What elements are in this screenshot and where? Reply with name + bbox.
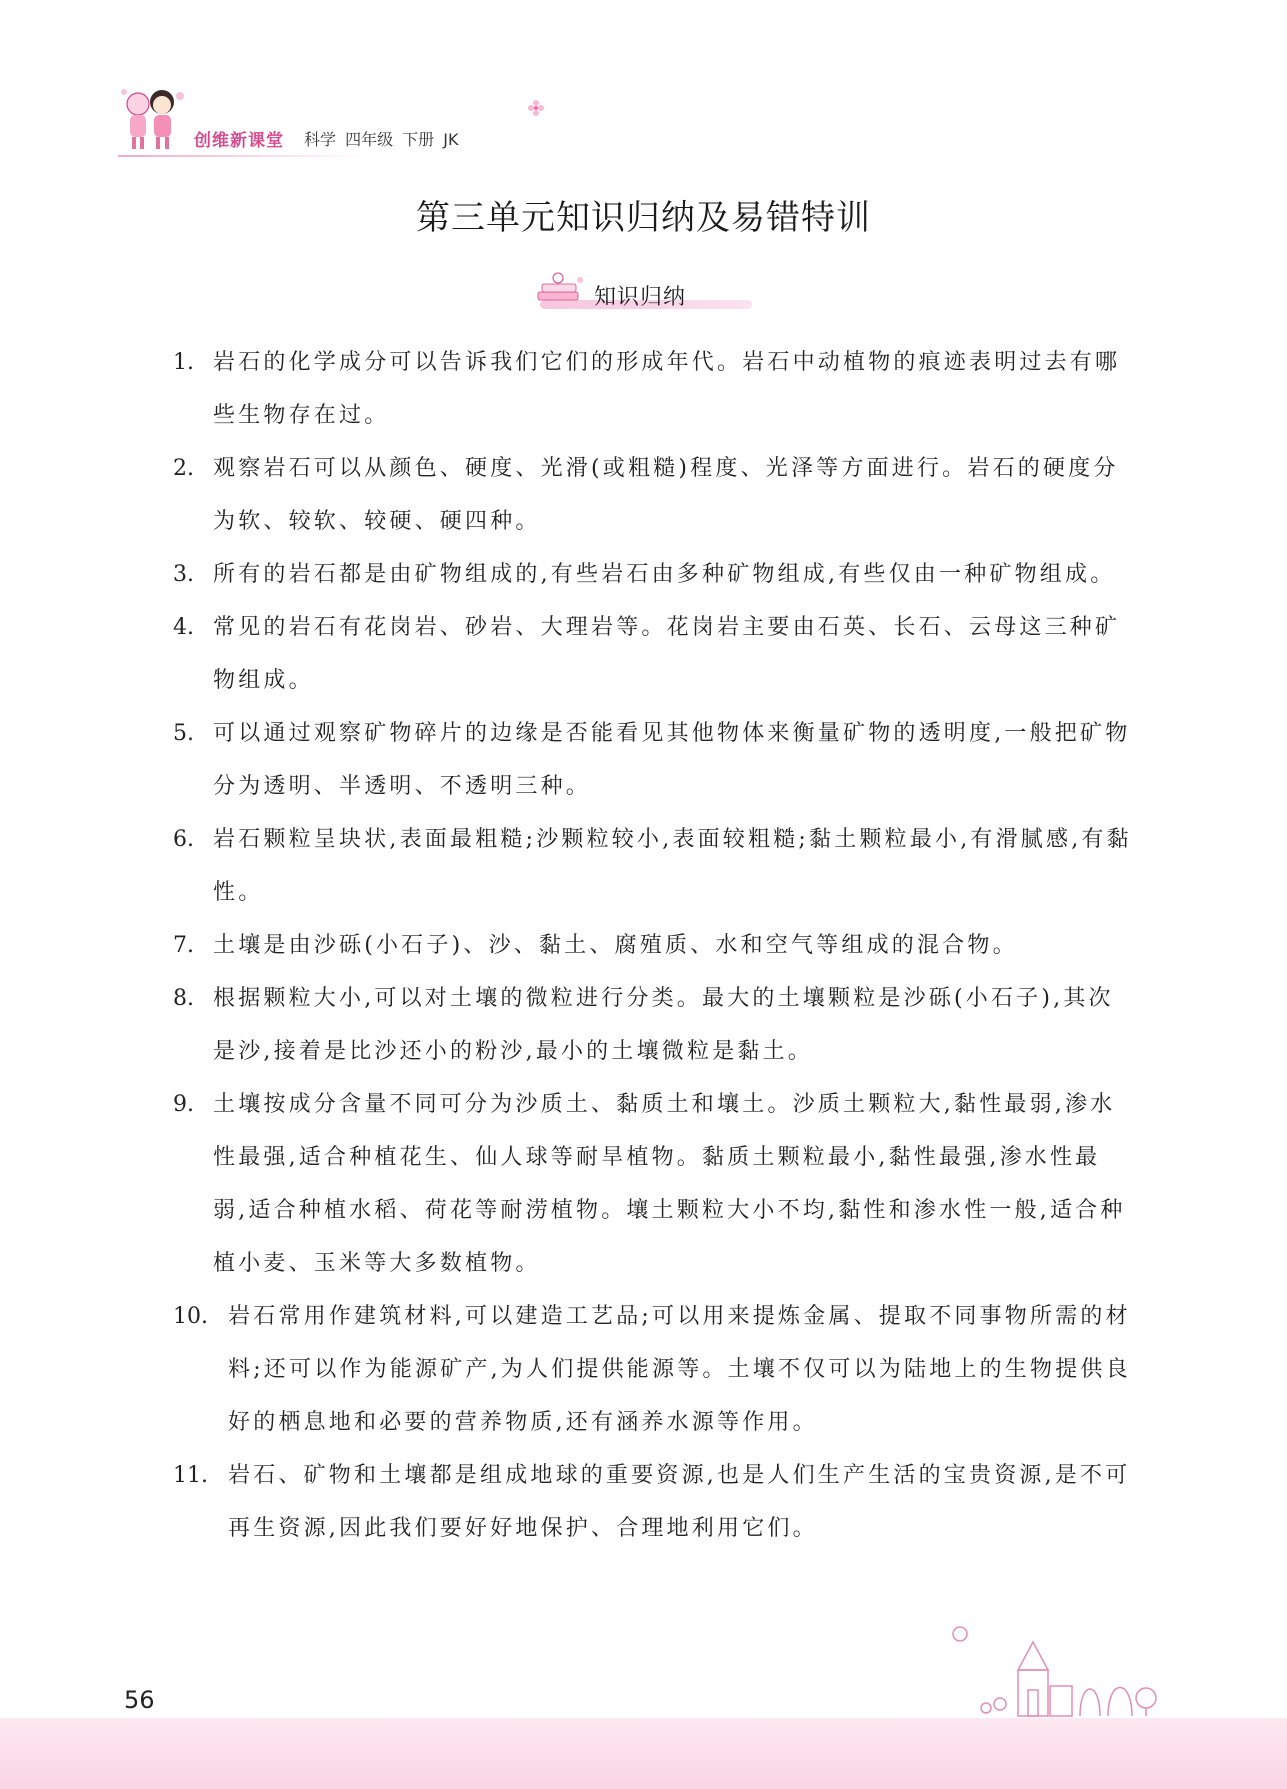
item-number: 2. (173, 456, 194, 481)
header-divider (118, 155, 368, 157)
item-number: 9. (173, 1092, 194, 1117)
item-text: 所有的岩石都是由矿物组成的,有些岩石由多种矿物组成,有些仅由一种矿物组成。 (213, 562, 1116, 587)
item-number: 8. (173, 986, 194, 1011)
page-header (118, 82, 618, 154)
footer-band (0, 1718, 1287, 1789)
item-text: 土壤是由沙砾(小石子)、沙、黏土、腐殖质、水和空气等组成的混合物。 (213, 933, 1018, 958)
item-number: 5. (173, 721, 194, 746)
list-item (173, 1290, 1133, 1449)
list-item (173, 442, 1133, 548)
item-text: 根据颗粒大小,可以对土壤的微粒进行分类。最大的土壤颗粒是沙砾(小石子),其次是沙,接着是比沙还小的粉沙,最小的土壤微粒是黏土。 (213, 986, 1114, 1064)
list-item (173, 548, 1133, 601)
item-number: 6. (173, 827, 194, 852)
list-item (173, 601, 1133, 707)
item-number: 3. (173, 562, 194, 587)
page-title: 第三单元知识归纳及易错特训 (416, 198, 871, 238)
item-text: 岩石常用作建筑材料,可以建造工艺品;可以用来提炼金属、提取不同事物所需的材料;还可以作为能源矿产,为人们提供能源等。土壤不仅可以为陆地上的生物提供良好的栖息地和必要的营养物质,还有涵养水源等作用。 (228, 1304, 1131, 1435)
knowledge-list (173, 336, 1133, 1555)
list-item (173, 813, 1133, 919)
item-text: 岩石颗粒呈块状,表面最粗糙;沙颗粒较小,表面较粗糙;黏土颗粒最小,有滑腻感,有黏性。 (213, 827, 1132, 905)
books-icon (532, 270, 602, 316)
item-text: 观察岩石可以从颜色、硬度、光滑(或粗糙)程度、光泽等方面进行。岩石的硬度分为软、较软、较硬、硬四种。 (213, 456, 1119, 534)
list-item (173, 336, 1133, 442)
castle-illustration-icon (940, 1620, 1180, 1720)
item-number: 10. (173, 1304, 208, 1329)
kids-illustration-icon (118, 82, 196, 154)
item-text: 常见的岩石有花岗岩、砂岩、大理岩等。花岗岩主要由石英、长石、云母这三种矿物组成。 (213, 615, 1121, 693)
item-text: 岩石的化学成分可以告诉我们它们的形成年代。岩石中动植物的痕迹表明过去有哪些生物存在过。 (213, 350, 1121, 428)
item-text: 岩石、矿物和土壤都是组成地球的重要资源,也是人们生产生活的宝贵资源,是不可再生资源,因此我们要好好地保护、合理地利用它们。 (228, 1463, 1131, 1541)
list-item (173, 919, 1133, 972)
list-item (173, 1449, 1133, 1555)
page-number: 56 (124, 1686, 155, 1714)
list-item (173, 972, 1133, 1078)
item-number: 11. (173, 1463, 208, 1488)
item-text: 可以通过观察矿物碎片的边缘是否能看见其他物体来衡量矿物的透明度,一般把矿物分为透明、半透明、不透明三种。 (213, 721, 1131, 799)
subject-label: 科学 四年级 下册 JK (304, 130, 459, 149)
list-item (173, 1078, 1133, 1290)
brand-label: 创维新课堂 (194, 131, 284, 151)
section-heading (532, 270, 756, 316)
flower-icon (526, 98, 546, 118)
item-text: 土壤按成分含量不同可分为沙质土、黏质土和壤土。沙质土颗粒大,黏性最弱,渗水性最强,适合种植花生、仙人球等耐旱植物。黏质土颗粒最小,黏性最强,渗水性最弱,适合种植水稻、荷花等耐涝植物。壤土颗粒大小不均,黏性和渗水性一般,适合种植小麦、玉米等大多数植物。 (213, 1092, 1126, 1276)
list-item (173, 707, 1133, 813)
section-title: 知识归纳 (594, 285, 687, 310)
item-number: 4. (173, 615, 194, 640)
item-number: 7. (173, 933, 194, 958)
item-number: 1. (173, 350, 194, 375)
